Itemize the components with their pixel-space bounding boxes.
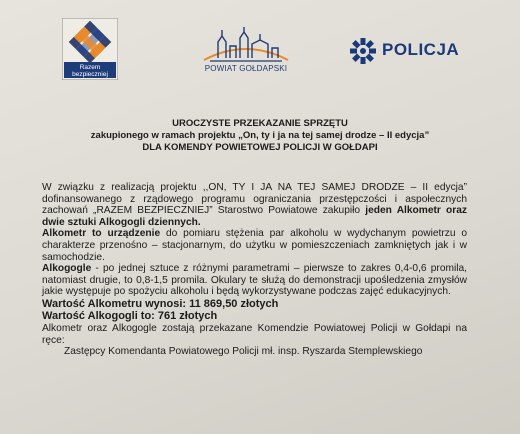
powiat-goldapski-logo	[196, 24, 296, 76]
policja-logo	[348, 34, 478, 68]
heading-recipient: DLA KOMENDY POWIETOWEJ POLICJI W GOŁDAPI	[142, 142, 378, 153]
recipient-text: Zastępcy Komendanta Powiatowego Policji mł. insp. Ryszarda Stemplewskiego	[64, 346, 423, 358]
razem-logo-icon	[62, 18, 118, 80]
intro-text: W związku z realizacją projektu ,,ON, TY I JA NA TEJ SAMEJ DRODZE – II edycja” dofinansowanego z rządowego programu ograniczania przestępczości i aspołecznych zachowań „RAZEM BEZPIECZNIEJ” Starostwo Powiatowe zakupiło	[42, 182, 467, 217]
police-star-icon	[348, 36, 378, 66]
alkometr-value: Wartość Alkometru wynosi: 11 869,50 złotych	[42, 297, 279, 310]
heading-title: UROCZYSTE PRZEKAZANIE SPRZĘTU	[172, 118, 348, 129]
alkometr-description: do pomiaru stężenia par alkoholu w wydychanym powietrzu o charakterze przenośno – stacjonarnym, do użytku w pomieszczeniach zamkniętych jak i w samochodzie.	[42, 228, 467, 263]
powiat-logo-text: POWIAT GOŁDAPSKI	[204, 64, 288, 73]
policja-logo-text: POLICJA	[382, 40, 460, 59]
intro-bold-text: jeden Alkometr oraz dwie sztuki Alkogogli dziennych.	[42, 205, 467, 228]
razem-logo-text-2: bezpieczniej	[72, 71, 108, 78]
alkogogle-description: - po jednej sztuce z różnymi parametrami – pierwsze to zakres 0,4-0,6 promila, natomiast drugie, to 0,8-1,5 promila. Okulary te służą do demonstracji upośledzenia zmysłów jakie występuje po spożyciu alkoholu i będą wykorzystywane podczas zajęć edukacyjnych.	[42, 263, 467, 298]
alkometr-term: Alkometr to urządzenie	[42, 228, 161, 240]
paragraph-intro	[42, 182, 467, 228]
paragraph-alkometr	[42, 228, 467, 263]
paragraph-alkogogle	[42, 263, 467, 298]
heading-subtitle: zakupionego w ramach projektu „On, ty i ja na tej samej drodze – II edycja”	[90, 130, 430, 141]
alkogogle-value: Wartość Alkogogli to: 761 złotych	[42, 310, 218, 323]
town-skyline-icon	[196, 24, 296, 64]
razem-logo-text-1: Razem	[79, 64, 101, 71]
paragraph-recipient	[42, 346, 467, 358]
paragraph-handover	[42, 323, 467, 346]
razem-bezpieczniej-logo	[62, 18, 118, 80]
document-body	[42, 182, 467, 358]
handover-text: Alkometr oraz Alkogogle zostają przekazane Komendzie Powiatowej Policji w Gołdapi na ręce:	[42, 322, 467, 346]
alkogogle-term: Alkogogle	[42, 263, 92, 275]
